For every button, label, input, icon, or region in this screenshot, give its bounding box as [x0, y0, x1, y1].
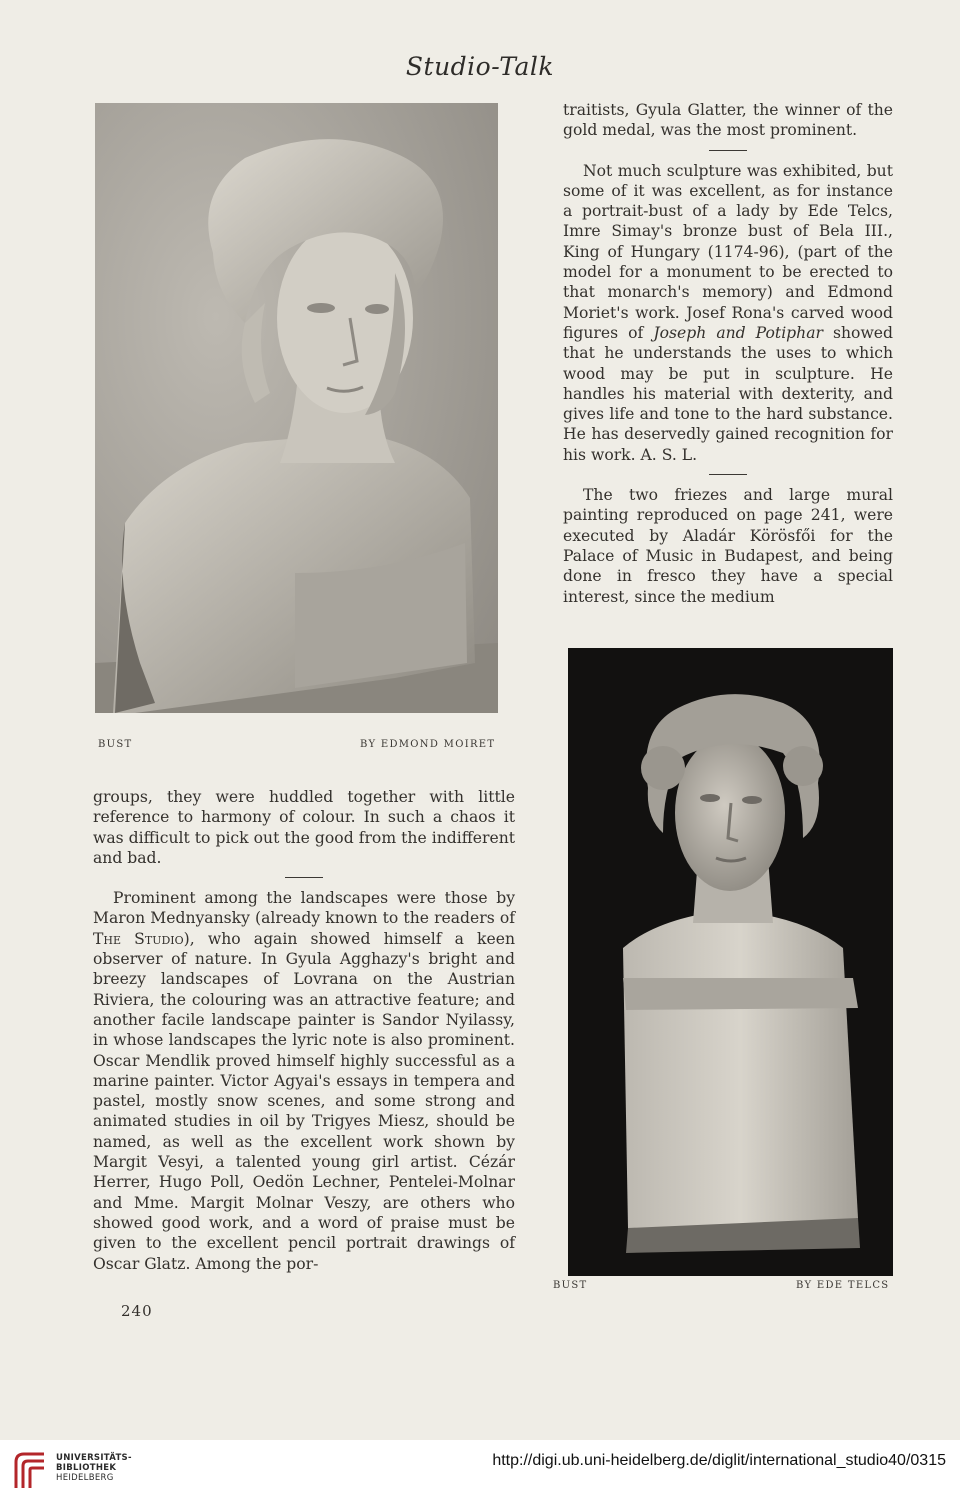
- library-name-line: HEIDELBERG: [56, 1473, 114, 1483]
- section-rule: [709, 474, 747, 475]
- footer-bar: [0, 1440, 960, 1508]
- artwork-title: Joseph and Potiphar: [653, 323, 823, 342]
- figure-2-caption-right: BY EDE TELCS: [796, 1280, 890, 1291]
- source-url-link[interactable]: http://digi.ub.uni-heidelberg.de/diglit/international_studio40/0315: [492, 1452, 946, 1469]
- paragraph-text: Not much sculpture was exhibited, but some of it was excellent, as for instance a portrait-bust of a lady by Ede Telcs, Imre Simay's bronze bust of Bela III., King of Hungary (1174-96), (part of the model for a monument to be erected to that monarch's memory) and Edmond Moriet's work. Josef Rona's carved wood figures of: [563, 161, 893, 342]
- library-name: [56, 1453, 132, 1483]
- figure-2-caption-left: BUST: [553, 1280, 588, 1291]
- paragraph: groups, they were huddled together with little reference to harmony of colour. In such a chaos it was difficult to pick out the good from the indifferent and bad.: [93, 788, 515, 867]
- paragraph: [93, 888, 515, 1274]
- paragraph: [563, 161, 893, 465]
- paragraph-text: Prominent among the landscapes were those by Maron Mednyansky (already known to the readers of: [93, 889, 515, 928]
- paragraph-text: showed that he understands the uses to which wood may be put in sculpture. He handles his material with dexterity, and gives life and tone to the hard substance. He has deservedly gained recognition for his work. A. S. L.: [563, 323, 894, 464]
- paragraph: The two friezes and large mural painting reproduced on page 241, were executed by Aladár Körösfői for the Palace of Music in Budapest, and being done in fresco they have a special interest, since the medium: [563, 486, 893, 606]
- figure-1-caption-right: BY EDMOND MOIRET: [360, 739, 496, 750]
- bust-photograph-moiret: [95, 103, 498, 713]
- figure-1-caption-left: BUST: [98, 739, 133, 750]
- page-number: 240: [121, 1302, 153, 1320]
- library-logo-icon: [10, 1448, 50, 1490]
- library-name-line: BIBLIOTHEK: [56, 1463, 117, 1473]
- left-column-text: [93, 787, 515, 1274]
- bust-photograph-telcs: [568, 648, 893, 1276]
- section-rule: [709, 150, 747, 151]
- paragraph: traitists, Gyula Glatter, the winner of the gold medal, was the most prominent.: [563, 101, 893, 140]
- right-column-text: [563, 100, 893, 607]
- paragraph-text: ), who again showed himself a keen observer of nature. In Gyula Agghazy's bright and breezy landscapes of Lovrana on the Austrian Riviera, the colouring was an attractive feature; and another facile landscape painter is Sandor Nyilassy, in whose landscapes the lyric note is also prominent. Oscar Mendlik proved himself highly successful as a marine painter. Victor Agyai's essays in tempera and pastel, mostly snow scenes, and some strong and animated studies in oil by Trigyes Miesz, should be named, as well as the excellent work shown by Margit Vesyi, a talented young girl artist. Cézár Herrer, Hugo Poll, Oedön Lechner, Pentelei-Molnar and Mme. Margit Molnar Veszy, are others who showed good work, and a word of praise must be given to the excellent pencil portrait drawings of Oscar Glatz. Among the por-: [93, 929, 516, 1273]
- bust-moiret-image: [95, 103, 498, 713]
- library-name-line: UNIVERSITÄTS-: [56, 1453, 132, 1463]
- magazine-title: The Studio: [93, 929, 184, 948]
- bust-telcs-image: [568, 648, 893, 1276]
- section-rule: [285, 877, 323, 878]
- running-head: Studio-Talk: [405, 52, 555, 81]
